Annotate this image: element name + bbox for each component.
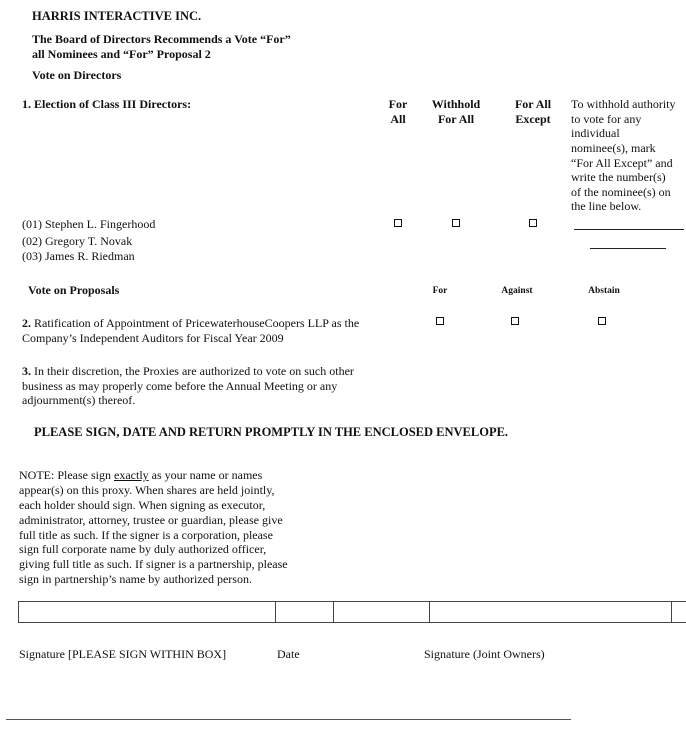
joint-signature-label: Signature (Joint Owners) [424, 647, 545, 661]
board-recommendation: The Board of Directors Recommends a Vote “For” all Nominees and “For” Proposal 2 [32, 32, 291, 61]
bottom-divider [6, 719, 571, 720]
election-title: 1. Election of Class III Directors: [22, 97, 192, 111]
proposal-2-number: 2. [22, 316, 31, 330]
col-for-all-header: For All [388, 97, 408, 126]
for-all-except-checkbox[interactable] [529, 219, 537, 227]
note-paragraph: NOTE: Please sign exactly as your name or names appear(s) on this proxy. When shares are held jointly, each holder should sign. When signing as executor, administrator, attorney, trustee or guardian, please give full title as such. If the signer is a corporation, please sign full corporate name by duly authorized officer, giving full title as such. If signer is a partnership, please sign in partnership’s name by authorized person. [19, 468, 288, 587]
date-label: Date [277, 647, 300, 661]
company-name: HARRIS INTERACTIVE INC. [32, 9, 202, 23]
proposal-2: 2. Ratification of Appointment of PricewaterhouseCoopers LLP as the Company’s Independent Auditors for Fiscal Year 2009 [22, 316, 360, 345]
date-box-divider [333, 601, 334, 623]
proposal-3-number: 3. [22, 364, 31, 378]
withhold-instructions: To withhold authority to vote for any individual nominee(s), mark “For All Except” and write the number(s) of the nominee(s) on the line below. [571, 97, 676, 214]
date-field[interactable] [276, 601, 332, 623]
vote-proposals-heading: Vote on Proposals [28, 283, 120, 297]
withhold-for-all-checkbox[interactable] [452, 219, 460, 227]
signature-label: Signature [PLEASE SIGN WITHIN BOX] [19, 647, 227, 661]
nominee-03: (03) James R. Riedman [22, 249, 135, 263]
col-except-header: For All Except [514, 97, 552, 126]
sign-banner: PLEASE SIGN, DATE AND RETURN PROMPTLY IN THE ENCLOSED ENVELOPE. [34, 425, 509, 439]
proposal-2-abstain-checkbox[interactable] [598, 317, 606, 325]
nominee-02: (02) Gregory T. Novak [22, 234, 133, 248]
note-emphasis: exactly [114, 468, 149, 482]
proposal-2-for-checkbox[interactable] [436, 317, 444, 325]
proposal-2-against-checkbox[interactable] [511, 317, 519, 325]
joint-date-box-divider [671, 601, 672, 623]
col-against-header: Against [501, 286, 533, 296]
col-for-header: For [432, 286, 448, 296]
for-all-checkbox[interactable] [394, 219, 402, 227]
col-withhold-header: Withhold For All [431, 97, 481, 126]
nominee-list [22, 217, 155, 264]
col-abstain-header: Abstain [588, 286, 620, 296]
vote-directors-heading: Vote on Directors [32, 68, 122, 82]
joint-signature-field[interactable] [430, 601, 670, 623]
except-write-in-line-1[interactable] [574, 229, 684, 230]
nominee-01: (01) Stephen L. Fingerhood [22, 217, 156, 231]
proposal-3: 3. In their discretion, the Proxies are authorized to vote on such other business as may properly come before the Annual Meeting or any adjournment(s) thereof. [22, 364, 354, 408]
except-write-in-line-2[interactable] [590, 248, 666, 249]
signature-field[interactable] [19, 601, 274, 623]
